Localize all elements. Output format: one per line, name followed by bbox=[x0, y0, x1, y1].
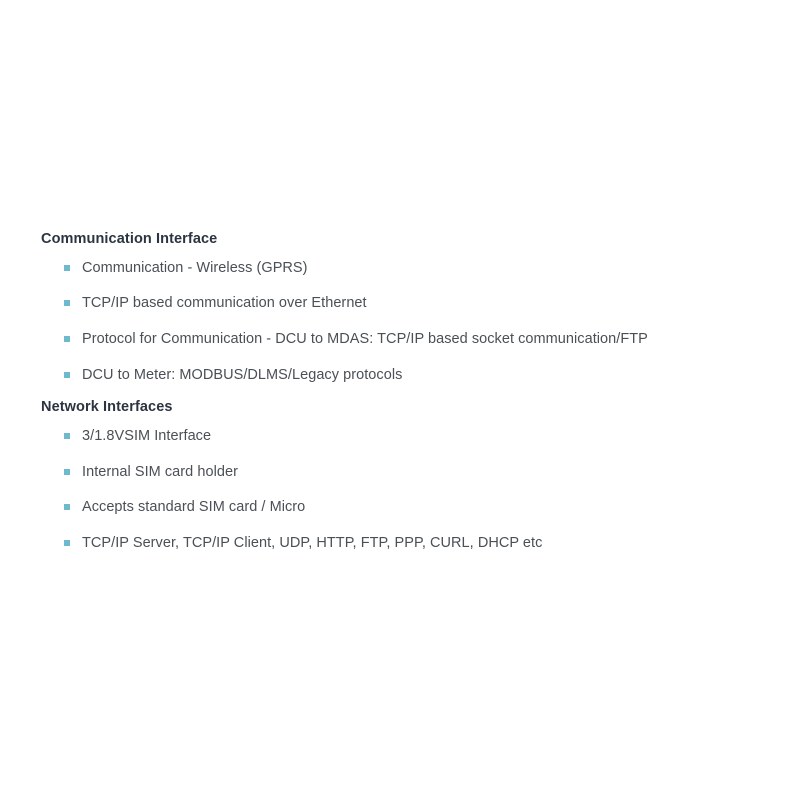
list-item-text: Protocol for Communication - DCU to MDAS: TCP/IP based socket communication/FTP bbox=[82, 330, 648, 347]
list-item-text: Communication - Wireless (GPRS) bbox=[82, 259, 308, 276]
section-communication-interface bbox=[41, 230, 760, 385]
square-bullet-icon bbox=[64, 469, 70, 475]
square-bullet-icon bbox=[64, 504, 70, 510]
section-heading-communication-interface: Communication Interface bbox=[41, 231, 218, 247]
list-item bbox=[41, 427, 760, 447]
list-item-text: TCP/IP Server, TCP/IP Client, UDP, HTTP, FTP, PPP, CURL, DHCP etc bbox=[82, 534, 543, 551]
square-bullet-icon bbox=[64, 265, 70, 271]
list-item-text: DCU to Meter: MODBUS/DLMS/Legacy protocols bbox=[82, 366, 403, 383]
list-item bbox=[41, 498, 760, 518]
square-bullet-icon bbox=[64, 540, 70, 546]
square-bullet-icon bbox=[64, 433, 70, 439]
list-item-text: TCP/IP based communication over Ethernet bbox=[82, 295, 367, 312]
list-item bbox=[41, 294, 760, 314]
section-heading-network-interfaces: Network Interfaces bbox=[41, 399, 173, 416]
list-item bbox=[41, 463, 760, 483]
square-bullet-icon bbox=[64, 336, 70, 342]
list-item bbox=[41, 330, 760, 350]
square-bullet-icon bbox=[64, 372, 70, 378]
list-item-text: Accepts standard SIM card / Micro bbox=[82, 499, 306, 516]
list-item bbox=[41, 259, 760, 279]
list-item-text: Internal SIM card holder bbox=[82, 463, 238, 480]
bullet-list-network-interfaces bbox=[41, 427, 760, 553]
list-item bbox=[41, 366, 760, 386]
bullet-list-communication-interface bbox=[41, 259, 760, 385]
list-item-text: 3/1.8VSIM Interface bbox=[82, 427, 212, 444]
list-item bbox=[41, 534, 760, 554]
section-network-interfaces bbox=[41, 398, 760, 553]
square-bullet-icon bbox=[64, 300, 70, 306]
